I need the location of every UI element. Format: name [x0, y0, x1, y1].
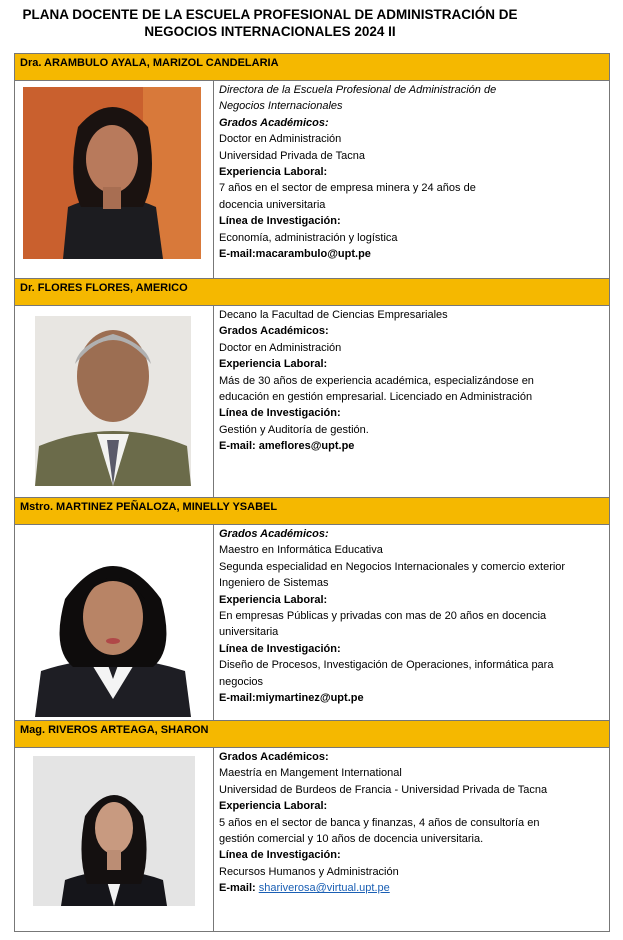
email-label: E-mail:	[219, 882, 259, 895]
photo-cell	[15, 306, 214, 497]
page-title	[0, 6, 540, 40]
faculty-name-bar: Dr. FLORES FLORES, AMERICO	[15, 279, 609, 306]
faculty-role: Directora de la Escuela Profesional de Administración de	[219, 84, 497, 96]
faculty-info	[214, 81, 609, 278]
grados-item: Maestro en Informática Educativa	[219, 544, 383, 557]
investigacion-label: Línea de Investigación:	[219, 215, 341, 228]
experiencia-label: Experiencia Laboral:	[219, 800, 328, 813]
investigacion-item: Diseño de Procesos, Investigación de Operaciones, informática para	[219, 659, 554, 672]
experiencia-item: universitaria	[219, 626, 279, 639]
faculty-photo	[35, 539, 191, 717]
email-link[interactable]: shariverosa@virtual.upt.pe	[258, 882, 390, 895]
grados-label: Grados Académicos:	[219, 325, 329, 338]
email	[219, 880, 609, 896]
faculty-photo	[35, 316, 191, 486]
email: E-mail:miymartinez@upt.pe	[219, 692, 364, 705]
experiencia-label: Experiencia Laboral:	[219, 358, 328, 371]
investigacion-label: Línea de Investigación:	[219, 642, 341, 655]
faculty-name-bar: Dra. ARAMBULO AYALA, MARIZOL CANDELARIA	[15, 54, 609, 81]
grados-label: Grados Académicos:	[219, 116, 329, 129]
grados-item: Segunda especialidad en Negocios Internacionales y comercio exterior	[219, 560, 566, 573]
faculty-name-bar: Mag. RIVEROS ARTEAGA, SHARON	[15, 721, 609, 748]
faculty-row	[15, 748, 609, 931]
grados-item: Doctor en Administración	[219, 341, 342, 354]
faculty-row	[15, 81, 609, 279]
faculty-role: Decano la Facultad de Ciencias Empresariales	[219, 309, 448, 321]
experiencia-label: Experiencia Laboral:	[219, 593, 328, 606]
experiencia-item: gestión comercial y 10 años de docencia universitaria.	[219, 833, 484, 846]
experiencia-item: docencia universitaria	[219, 198, 326, 211]
grados-label: Grados Académicos:	[219, 751, 329, 763]
faculty-role: Negocios Internacionales	[219, 100, 343, 113]
faculty-info	[214, 748, 609, 931]
grados-item: Universidad de Burdeos de Francia - Universidad Privada de Tacna	[219, 783, 548, 796]
faculty-info	[214, 525, 609, 720]
experiencia-label: Experiencia Laboral:	[219, 166, 328, 179]
investigacion-label: Línea de Investigación:	[219, 849, 341, 862]
grados-item: Ingeniero de Sistemas	[219, 577, 329, 590]
experiencia-item: En empresas Públicas y privadas con mas de 20 años en docencia	[219, 610, 547, 623]
experiencia-item: educación en gestión empresarial. Licenciado en Administración	[219, 391, 533, 404]
experiencia-item: Más de 30 años de experiencia académica, especializándose en	[219, 374, 534, 387]
faculty-photo	[23, 87, 201, 259]
investigacion-item: Economía, administración y logística	[219, 231, 398, 244]
email: E-mail: ameflores@upt.pe	[219, 440, 355, 453]
email: E-mail:macarambulo@upt.pe	[219, 248, 371, 261]
investigacion-item: Gestión y Auditoría de gestión.	[219, 423, 369, 436]
experiencia-item: 7 años en el sector de empresa minera y 24 años de	[219, 182, 476, 195]
grados-item: Maestría en Mangement International	[219, 767, 402, 780]
faculty-photo	[33, 756, 195, 906]
title-line-1: PLANA DOCENTE DE LA ESCUELA PROFESIONAL DE ADMINISTRACIÓN DE	[22, 7, 518, 22]
photo-cell	[15, 525, 214, 720]
title-line-2: NEGOCIOS INTERNACIONALES 2024 II	[144, 24, 396, 39]
experiencia-item: 5 años en el sector de banca y finanzas, 4 años de consultoría en	[219, 816, 540, 829]
grados-item: Universidad Privada de Tacna	[219, 149, 365, 162]
faculty-table	[14, 53, 610, 932]
investigacion-label: Línea de Investigación:	[219, 407, 341, 420]
photo-cell	[15, 81, 214, 278]
photo-cell	[15, 748, 214, 931]
faculty-info	[214, 306, 609, 497]
grados-label: Grados Académicos:	[219, 528, 329, 540]
investigacion-item: negocios	[219, 675, 264, 688]
grados-item: Doctor en Administración	[219, 133, 342, 146]
investigacion-item: Recursos Humanos y Administración	[219, 865, 399, 878]
faculty-row	[15, 306, 609, 498]
faculty-name-bar: Mstro. MARTINEZ PEÑALOZA, MINELLY YSABEL	[15, 498, 609, 525]
faculty-row	[15, 525, 609, 721]
